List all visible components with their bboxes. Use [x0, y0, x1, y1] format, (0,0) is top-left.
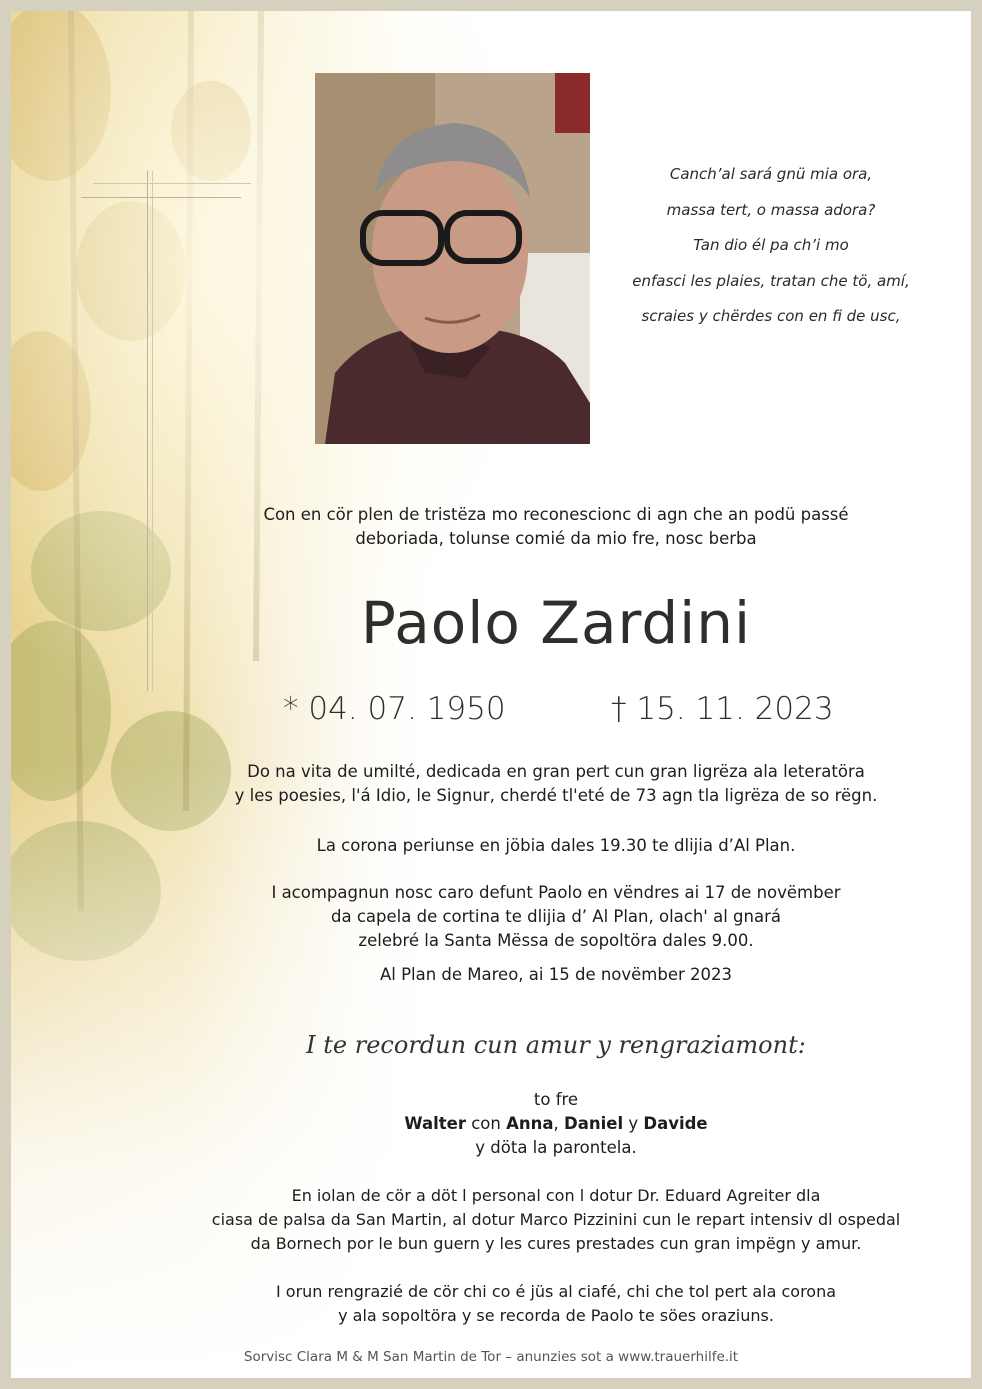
life-line: y les poesies, l'á Idio, le Signur, cherdé tl'eté de 73 agn tla ligrëza de so rëgn.: [234, 786, 878, 805]
family-name: Davide: [643, 1114, 708, 1133]
birth-date: * 04. 07. 1950: [283, 691, 506, 727]
intro-line: Con en cör plen de tristëza mo reconescionc di agn che an podü passé: [263, 505, 849, 524]
thanks-line: y ala sopoltöra y se recorda de Paolo te söes oraziuns.: [338, 1306, 774, 1325]
family-name: Walter: [404, 1114, 466, 1133]
portrait-photo: [315, 73, 590, 444]
family-connector: con: [465, 1114, 507, 1133]
funeral-text: [161, 881, 951, 953]
life-line: Do na vita de umilté, dedicada en gran pert cun gran ligrëza ala leteratöra: [247, 762, 865, 781]
rosary-text: La corona periunse en jöbia dales 19.30 te dlijia d’Al Plan.: [316, 836, 796, 855]
thanks-line: En iolan de cör a döt l personal con l dotur Dr. Eduard Agreiter dla: [291, 1186, 821, 1205]
poem: [611, 157, 931, 335]
deceased-name: Paolo Zardini: [360, 589, 752, 657]
family-name: Anna: [506, 1114, 554, 1133]
death-date: † 15. 11. 2023: [611, 691, 834, 727]
family-name: Daniel: [564, 1114, 624, 1133]
thanks-text-1: [161, 1184, 951, 1256]
life-text: [161, 760, 951, 808]
poem-line: scraies y chërdes con en fi de usc,: [641, 307, 901, 325]
family-line-1: to fre: [533, 1090, 579, 1109]
place-date: Al Plan de Mareo, ai 15 de novëmber 2023: [379, 965, 733, 984]
cross-horizontal-line: [81, 197, 241, 198]
intro-line: deboriada, tolunse comié da mio fre, nosc berba: [355, 529, 757, 548]
footer-credit: Sorvisc Clara M & M San Martin de Tor – anunzies sot a www.trauerhilfe.it: [243, 1349, 739, 1365]
poem-line: Canch’al sará gnü mia ora,: [669, 165, 873, 183]
poem-line: Tan dio él pa ch’i mo: [693, 236, 849, 254]
family-connector: y: [623, 1114, 644, 1133]
poem-line: enfasci les plaies, tratan che tö, amí,: [632, 271, 910, 290]
funeral-line: da capela de cortina te dlijia d’ Al Plan, olach' al gnará: [331, 907, 781, 926]
cross-vertical-line-2: [152, 171, 153, 691]
remember-heading: I te recordun cun amur y rengraziamont:: [306, 1031, 806, 1059]
obituary-page: [11, 11, 971, 1378]
poem-line: massa tert, o massa adora?: [666, 200, 876, 219]
cross-vertical-line: [147, 171, 148, 691]
thanks-line: ciasa de palsa da San Martin, al dotur Marco Pizzinini cun le repart intensiv dl ospedal: [211, 1210, 901, 1229]
funeral-line: I acompagnun nosc caro defunt Paolo en vëndres ai 17 de novëmber: [271, 883, 841, 902]
thanks-line: da Bornech por le bun guern y les cures prestades cun gran impëgn y amur.: [250, 1234, 862, 1253]
intro-text: [161, 503, 951, 551]
cross-horizontal-line-2: [93, 183, 251, 184]
family-line-3: y döta la parontela.: [475, 1138, 637, 1157]
thanks-text-2: [161, 1280, 951, 1328]
family-connector: ,: [553, 1114, 565, 1133]
family-block: [161, 1088, 951, 1160]
thanks-line: I orun rengrazié de cör chi co é jüs al ciafé, chi che tol pert ala corona: [275, 1282, 837, 1301]
family-line-2: [161, 1112, 951, 1136]
funeral-line: zelebré la Santa Mëssa de sopoltöra dales 9.00.: [358, 931, 754, 950]
